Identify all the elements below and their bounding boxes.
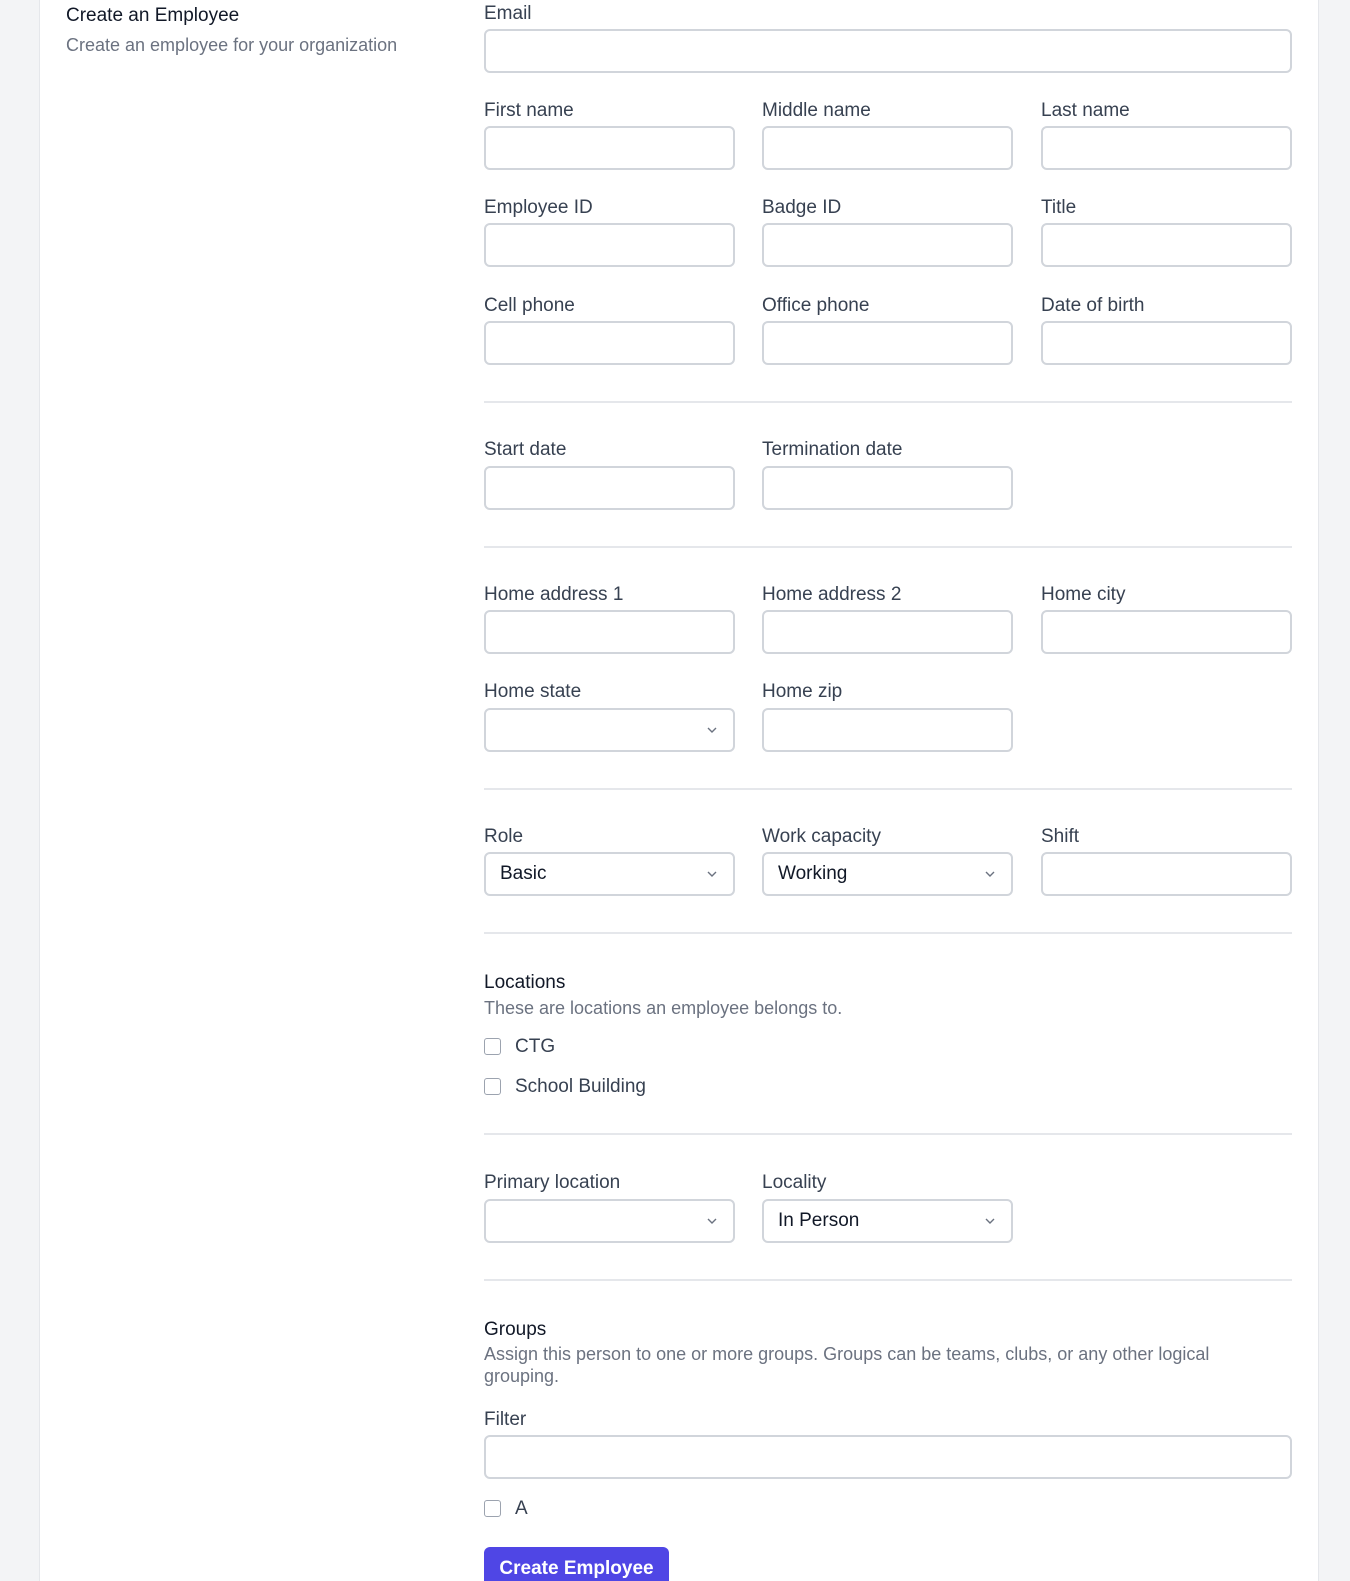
page-description: Create an employee for your organization [66,35,398,55]
divider [484,546,1292,548]
first-name-input[interactable] [484,126,735,170]
groups-title: Groups [484,1319,547,1340]
location-checkbox-ctg[interactable] [484,1038,501,1055]
filter-input[interactable] [484,1435,1292,1479]
locations-title: Locations [484,972,566,993]
shift-input[interactable] [1041,852,1292,896]
role-label: Role [484,826,524,847]
page-title: Create an Employee [66,5,240,26]
home-address-2-label: Home address 2 [762,584,902,605]
chevron-down-icon [707,869,717,879]
home-state-label: Home state [484,681,582,702]
create-employee-button[interactable]: Create Employee [484,1547,669,1581]
last-name-input[interactable] [1041,126,1292,170]
divider [484,932,1292,934]
group-checkbox-a[interactable] [484,1500,501,1517]
divider [484,1133,1292,1135]
home-address-2-input[interactable] [762,610,1013,654]
office-phone-input[interactable] [762,321,1013,365]
home-address-1-input[interactable] [484,610,735,654]
filter-label: Filter [484,1409,527,1430]
locality-select[interactable] [762,1199,1013,1243]
termination-date-label: Termination date [762,439,903,460]
middle-name-label: Middle name [762,100,871,121]
location-checkbox-school-building[interactable] [484,1078,501,1095]
work-capacity-value: Working [778,863,848,884]
first-name-label: First name [484,100,574,121]
employee-id-input[interactable] [484,223,735,267]
divider [484,1279,1292,1281]
home-zip-label: Home zip [762,681,843,702]
date-of-birth-input[interactable] [1041,321,1292,365]
title-label: Title [1041,197,1077,218]
divider [484,401,1292,403]
locations-description: These are locations an employee belongs to. [484,998,843,1018]
work-capacity-select[interactable] [762,852,1013,896]
home-zip-input[interactable] [762,708,1013,752]
group-label-a: A [515,1498,528,1519]
shift-label: Shift [1041,826,1080,847]
chevron-down-icon [985,1216,995,1226]
home-city-label: Home city [1041,584,1126,605]
last-name-label: Last name [1041,100,1130,121]
home-address-1-label: Home address 1 [484,584,624,605]
badge-id-input[interactable] [762,223,1013,267]
role-select[interactable] [484,852,735,896]
email-input[interactable] [484,29,1292,73]
primary-location-select[interactable] [484,1199,735,1243]
locality-label: Locality [762,1172,827,1193]
employee-id-label: Employee ID [484,197,593,218]
title-input[interactable] [1041,223,1292,267]
chevron-down-icon [707,725,717,735]
work-capacity-label: Work capacity [762,826,881,847]
divider [484,788,1292,790]
groups-description: Assign this person to one or more groups. Groups can be teams, clubs, or any other logical grouping. [484,1344,1210,1386]
date-of-birth-label: Date of birth [1041,295,1145,316]
chevron-down-icon [707,1216,717,1226]
location-label-ctg: CTG [515,1036,556,1057]
badge-id-label: Badge ID [762,197,842,218]
cell-phone-input[interactable] [484,321,735,365]
termination-date-input[interactable] [762,466,1013,510]
middle-name-input[interactable] [762,126,1013,170]
primary-location-label: Primary location [484,1172,621,1193]
chevron-down-icon [985,869,995,879]
cell-phone-label: Cell phone [484,295,575,316]
role-value: Basic [500,863,547,884]
start-date-label: Start date [484,439,567,460]
start-date-input[interactable] [484,466,735,510]
home-city-input[interactable] [1041,610,1292,654]
locality-value: In Person [778,1210,860,1231]
location-label-school-building: School Building [515,1076,646,1097]
office-phone-label: Office phone [762,295,870,316]
form-intro [66,4,397,57]
email-label: Email [484,3,532,24]
home-state-select[interactable] [484,708,735,752]
